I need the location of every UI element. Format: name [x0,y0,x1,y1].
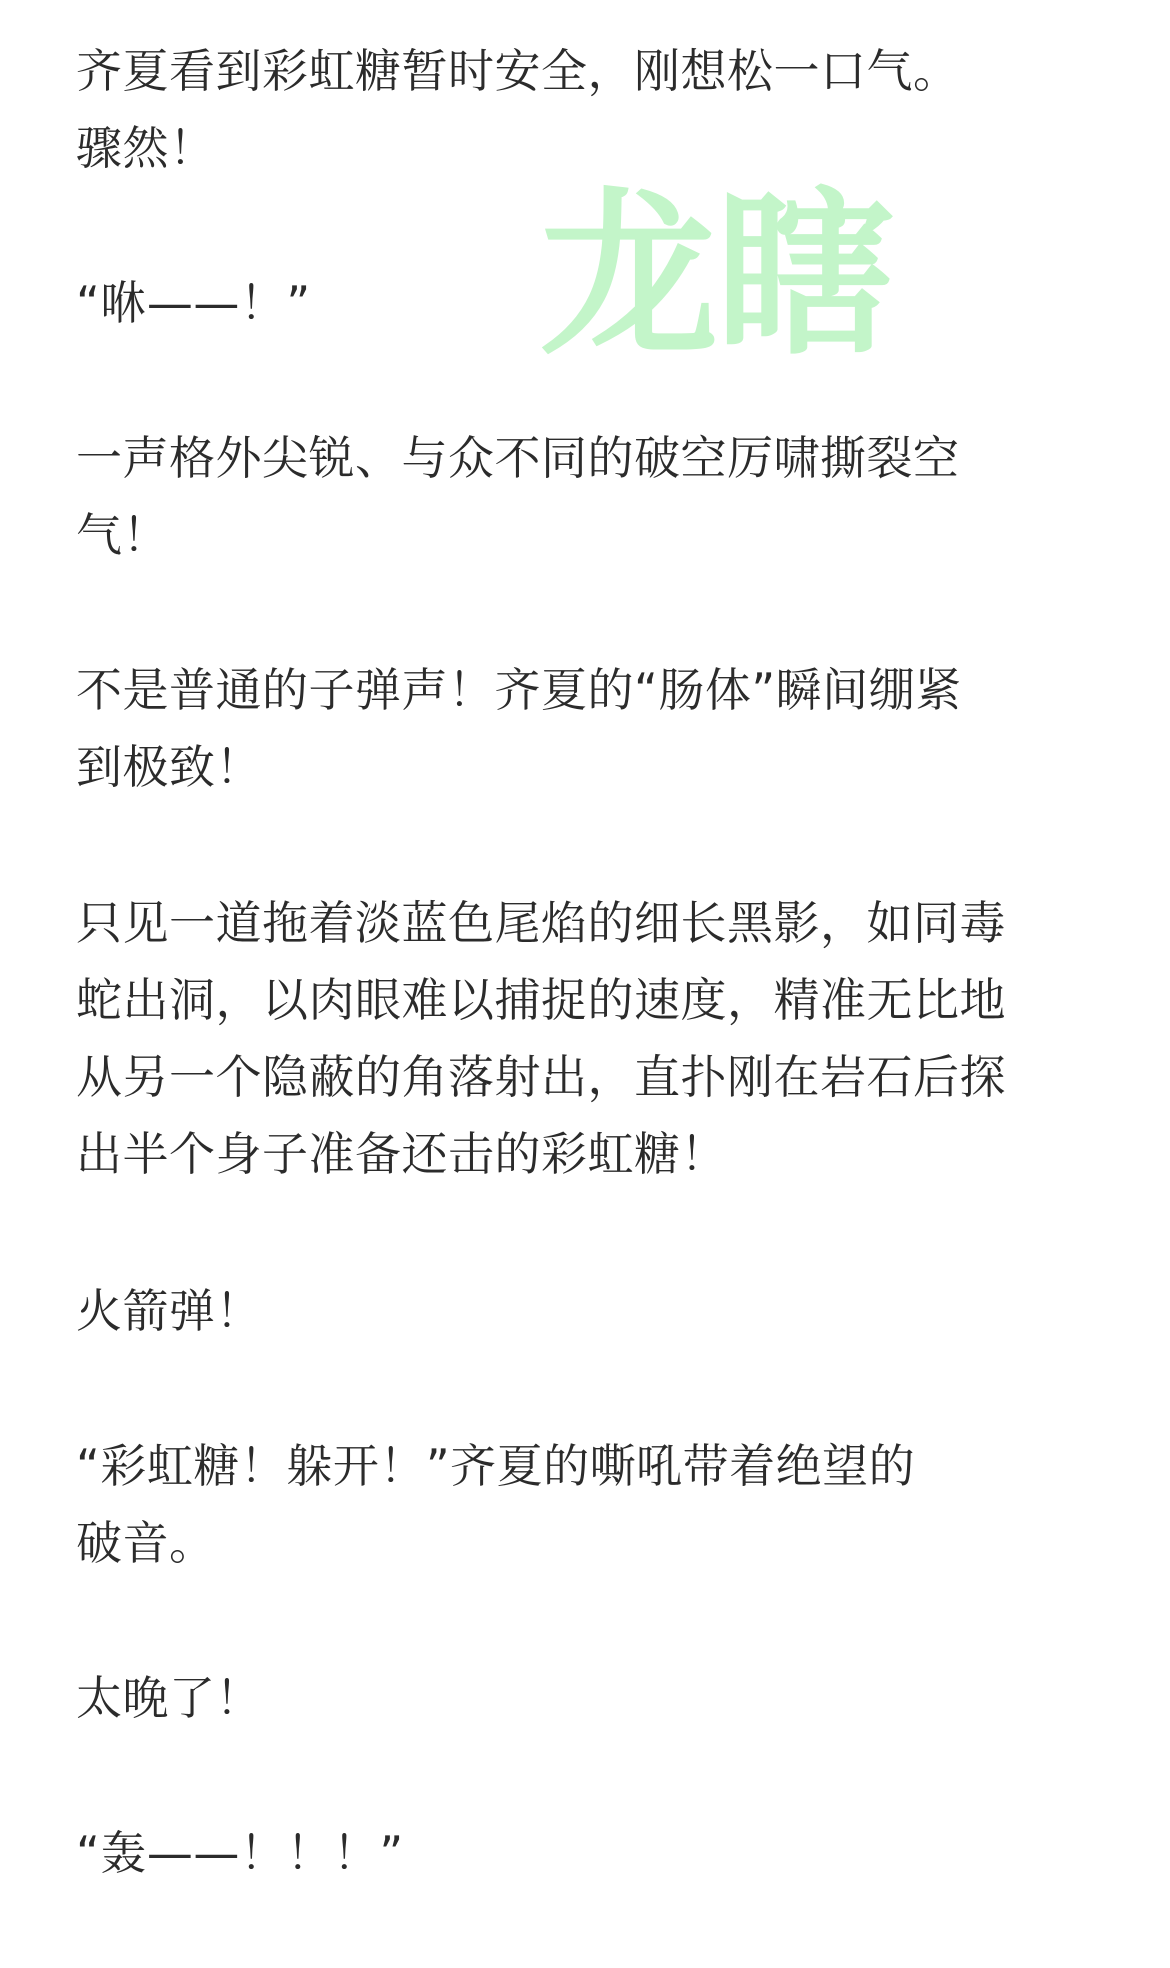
paragraph-9: “轰——！！！” [76,1826,404,1880]
paragraph-7: “彩虹糖！躲开！”齐夏的嘶吼带着绝望的 破音。 [76,1439,916,1570]
paragraph-2: “咻——！” [76,276,311,330]
paragraph-4: 不是普通的子弹声！齐夏的“肠体”瞬间绷紧 到极致！ [76,663,962,794]
paragraph-3: 一声格外尖锐、与众不同的破空厉啸撕裂空 气！ [76,431,960,562]
paragraph-5: 只见一道拖着淡蓝色尾焰的细长黑影，如同毒 蛇出洞，以肉眼难以捕捉的速度，精准无比地 从另一个隐蔽的角落射出，直扑刚在岩石后探 出半个身子准备还击的彩虹糖！ [76,896,1006,1181]
paragraph-8: 太晚了！ [76,1671,262,1725]
watermark: 龙瞎 [540,172,892,379]
paragraph-1: 齐夏看到彩虹糖暂时安全，刚想松一口气。 骤然！ [76,44,960,175]
paragraph-6: 火箭弹！ [76,1284,262,1338]
